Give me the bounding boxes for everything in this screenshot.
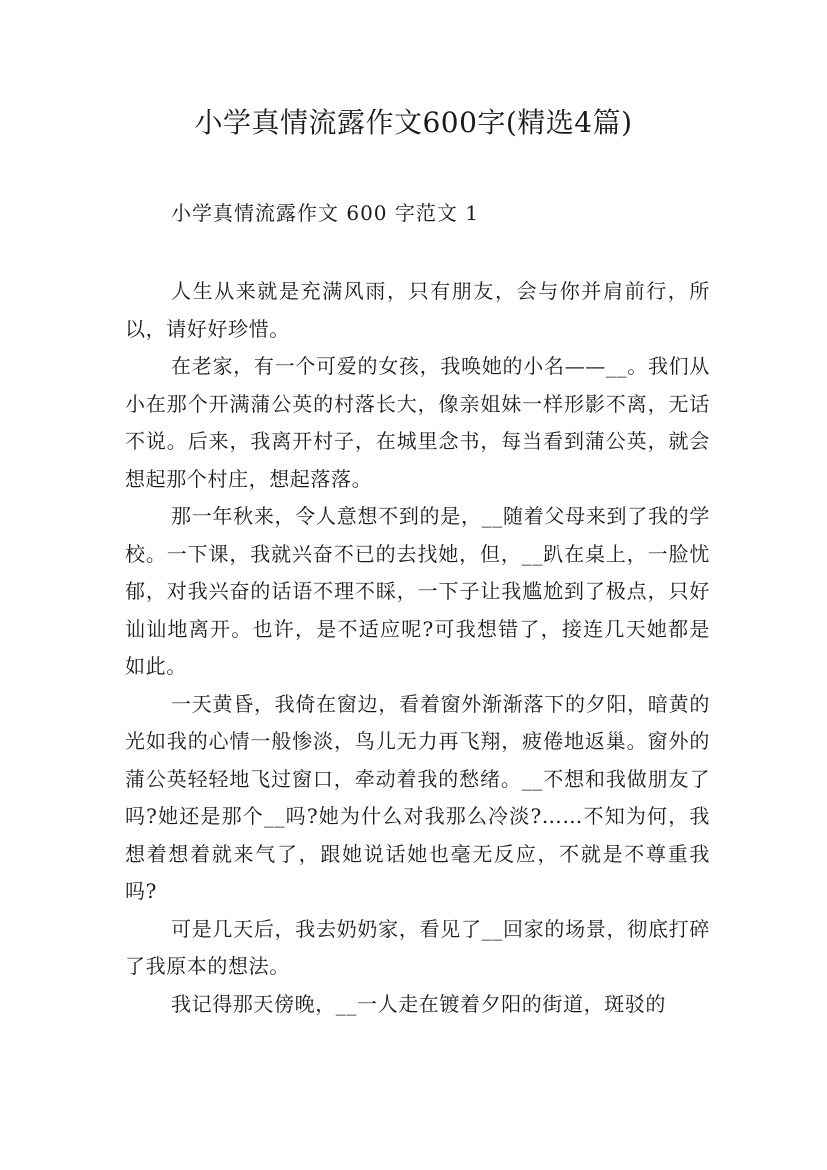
document-title: 小学真情流露作文600字(精选4篇) [194,106,633,139]
paragraph: 我记得那天傍晚，__一人走在镀着夕阳的街道，斑驳的 [171,991,666,1016]
essay-body [125,273,710,1023]
paragraph: 在老家，有一个可爱的女孩，我唤她的小名——__。我们从小在那个开满蒲公英的村落长大，像亲姐妹一样形影不离，无话不说。后来，我离开村子，在城里念书，每当看到蒲公英，就会想起那个村庄，想起落落。 [125,354,710,491]
paragraph: 人生从来就是充满风雨，只有朋友，会与你并肩前行，所以，请好好珍惜。 [125,279,710,341]
paragraph: 那一年秋来，令人意想不到的是，__随着父母来到了我的学校。一下课，我就兴奋不已的去找她，但，__趴在桌上，一脸忧郁，对我兴奋的话语不理不睬，一下子让我尴尬到了极点，只好讪讪地离开。也许，是不适应呢?可我想错了，接连几天她都是如此。 [125,504,710,678]
paragraph: 一天黄昏，我倚在窗边，看着窗外渐渐落下的夕阳，暗黄的光如我的心情一般惨淡，鸟儿无力再飞翔，疲倦地返巢。窗外的蒲公英轻轻地飞过窗口，牵动着我的愁绪。__不想和我做朋友了吗?她还是那个__吗?她为什么对我那么冷淡?……不知为何，我想着想着就来气了，跟她说话她也毫无反应，不就是不尊重我吗? [125,691,710,903]
paragraph: 可是几天后，我去奶奶家，看见了__回家的场景，彻底打碎了我原本的想法。 [125,916,710,978]
section-subtitle: 小学真情流露作文 600 字范文 1 [171,201,479,225]
